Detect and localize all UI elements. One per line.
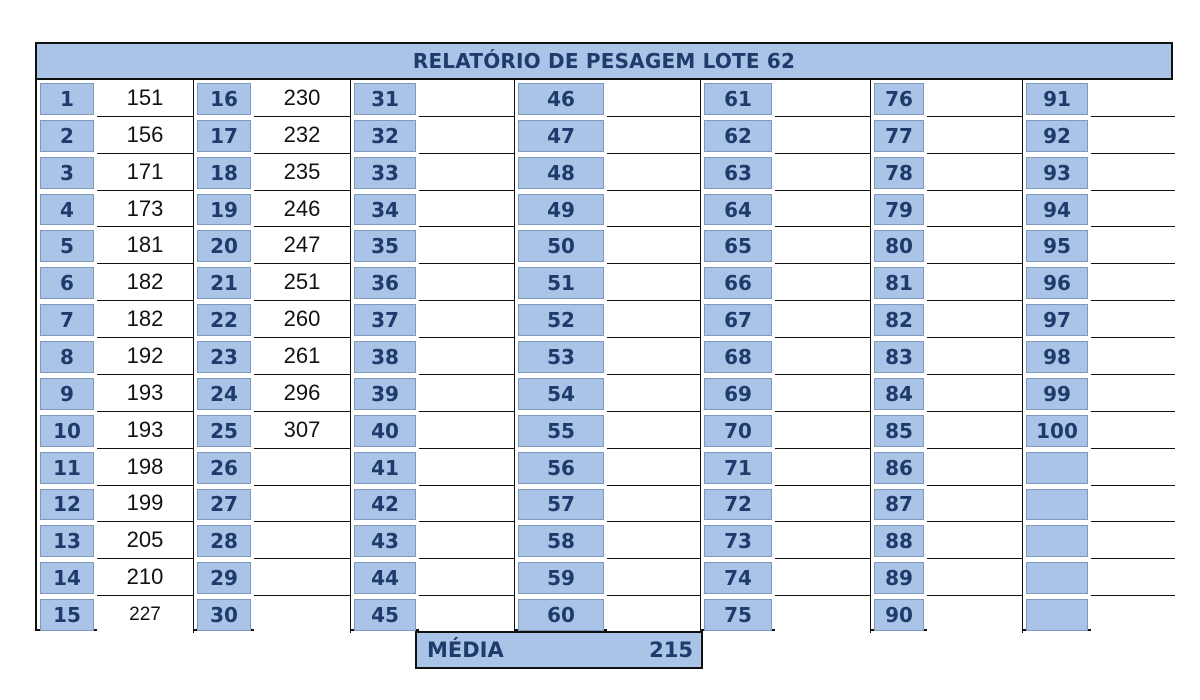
- weight-value-cell: [775, 412, 871, 449]
- weight-value-cell: 296: [254, 375, 351, 412]
- weight-value-cell: [775, 522, 871, 559]
- weight-value-cell: [1091, 486, 1175, 523]
- weight-value-cell: [1091, 338, 1175, 375]
- weight-value-cell: 260: [254, 301, 351, 338]
- row-number-cell: 42: [354, 489, 416, 521]
- row-number-cell: 34: [354, 194, 416, 226]
- row-number-cell: 59: [518, 562, 604, 594]
- row-number-cell: 28: [197, 525, 251, 557]
- weight-value-cell: [607, 301, 701, 338]
- row-number-cell: 21: [197, 267, 251, 299]
- weight-value-cell: [927, 301, 1023, 338]
- weight-value-cell: 307: [254, 412, 351, 449]
- weight-value-cell: [927, 338, 1023, 375]
- weight-value-cell: [1091, 375, 1175, 412]
- row-number-cell: 57: [518, 489, 604, 521]
- weight-value-cell: [1091, 449, 1175, 486]
- row-number-cell: 56: [518, 452, 604, 484]
- weight-value-cell: [927, 117, 1023, 154]
- row-number-cell: 75: [704, 599, 772, 631]
- weight-value-cell: [775, 596, 871, 633]
- weight-value-cell: [927, 191, 1023, 228]
- weight-value-cell: 198: [97, 449, 194, 486]
- weight-value-cell: [927, 264, 1023, 301]
- weight-value-cell: 246: [254, 191, 351, 228]
- weight-value-cell: [254, 449, 351, 486]
- weight-value-cell: 173: [97, 191, 194, 228]
- weight-value-cell: [607, 80, 701, 117]
- row-number-cell: 23: [197, 341, 251, 373]
- row-number-cell: 74: [704, 562, 772, 594]
- row-number-cell: 92: [1026, 120, 1088, 152]
- weight-value-cell: [1091, 522, 1175, 559]
- row-number-cell: 9: [40, 378, 94, 410]
- weight-value-cell: 193: [97, 375, 194, 412]
- weight-value-cell: [607, 375, 701, 412]
- row-number-cell: 77: [874, 120, 924, 152]
- row-number-cell: 50: [518, 230, 604, 262]
- row-number-cell: 49: [518, 194, 604, 226]
- average-value: 215: [649, 638, 693, 662]
- weight-value-cell: 182: [97, 264, 194, 301]
- weight-value-cell: [927, 486, 1023, 523]
- weight-value-cell: [607, 522, 701, 559]
- row-number-cell: 99: [1026, 378, 1088, 410]
- weight-value-cell: [419, 559, 515, 596]
- row-number-cell: 93: [1026, 157, 1088, 189]
- row-number-cell: 15: [40, 599, 94, 631]
- weight-value-cell: [607, 596, 701, 633]
- weight-value-cell: 199: [97, 486, 194, 523]
- weight-value-cell: [254, 486, 351, 523]
- row-number-cell: 38: [354, 341, 416, 373]
- weight-value-cell: [775, 117, 871, 154]
- row-number-cell: 20: [197, 230, 251, 262]
- row-number-cell: 58: [518, 525, 604, 557]
- row-number-cell: 31: [354, 83, 416, 115]
- weight-value-cell: [775, 227, 871, 264]
- row-number-cell: 33: [354, 157, 416, 189]
- weight-value-cell: [419, 375, 515, 412]
- row-number-cell: 8: [40, 341, 94, 373]
- weight-value-cell: [419, 596, 515, 633]
- row-number-cell: 94: [1026, 194, 1088, 226]
- weight-value-cell: [607, 412, 701, 449]
- weight-value-cell: 247: [254, 227, 351, 264]
- weight-value-cell: [607, 264, 701, 301]
- row-number-cell: 54: [518, 378, 604, 410]
- row-number-cell: 18: [197, 157, 251, 189]
- row-number-cell: 53: [518, 341, 604, 373]
- average-label: MÉDIA: [427, 638, 504, 662]
- row-number-cell: 22: [197, 304, 251, 336]
- row-number-cell: 90: [874, 599, 924, 631]
- row-number-cell: 71: [704, 452, 772, 484]
- row-number-cell: 2: [40, 120, 94, 152]
- row-number-cell: 7: [40, 304, 94, 336]
- row-number-cell: 85: [874, 415, 924, 447]
- weight-value-cell: 235: [254, 154, 351, 191]
- weight-value-cell: [775, 301, 871, 338]
- row-number-cell: 69: [704, 378, 772, 410]
- weight-value-cell: [419, 264, 515, 301]
- row-number-cell: 79: [874, 194, 924, 226]
- weight-value-cell: 181: [97, 227, 194, 264]
- row-number-cell: [1026, 525, 1088, 557]
- weight-value-cell: [1091, 191, 1175, 228]
- row-number-cell: 46: [518, 83, 604, 115]
- weight-value-cell: [1091, 80, 1175, 117]
- row-number-cell: 26: [197, 452, 251, 484]
- row-number-cell: 86: [874, 452, 924, 484]
- weight-value-cell: [775, 154, 871, 191]
- row-number-cell: 4: [40, 194, 94, 226]
- row-number-cell: 82: [874, 304, 924, 336]
- weight-value-cell: [607, 117, 701, 154]
- row-number-cell: 61: [704, 83, 772, 115]
- row-number-cell: 45: [354, 599, 416, 631]
- row-number-cell: 29: [197, 562, 251, 594]
- row-number-cell: 97: [1026, 304, 1088, 336]
- row-number-cell: 32: [354, 120, 416, 152]
- row-number-cell: 24: [197, 378, 251, 410]
- row-number-cell: 10: [40, 415, 94, 447]
- row-number-cell: 64: [704, 194, 772, 226]
- weight-value-cell: [1091, 412, 1175, 449]
- weight-value-cell: [419, 227, 515, 264]
- row-number-cell: 95: [1026, 230, 1088, 262]
- weight-value-cell: [775, 264, 871, 301]
- row-number-cell: 19: [197, 194, 251, 226]
- weight-value-cell: [419, 486, 515, 523]
- weight-value-cell: 156: [97, 117, 194, 154]
- weight-value-cell: 251: [254, 264, 351, 301]
- weight-value-cell: [419, 449, 515, 486]
- weight-value-cell: [927, 80, 1023, 117]
- weight-value-cell: [419, 191, 515, 228]
- weight-value-cell: [1091, 264, 1175, 301]
- row-number-cell: 36: [354, 267, 416, 299]
- row-number-cell: 37: [354, 304, 416, 336]
- weight-value-cell: [775, 449, 871, 486]
- report-title-bar: [37, 44, 1171, 80]
- row-number-cell: 3: [40, 157, 94, 189]
- row-number-cell: 43: [354, 525, 416, 557]
- row-number-cell: 47: [518, 120, 604, 152]
- weight-value-cell: [607, 338, 701, 375]
- weight-value-cell: [775, 80, 871, 117]
- row-number-cell: 81: [874, 267, 924, 299]
- row-number-cell: 70: [704, 415, 772, 447]
- weight-value-cell: [927, 227, 1023, 264]
- weight-value-cell: [607, 154, 701, 191]
- row-number-cell: 98: [1026, 341, 1088, 373]
- weight-value-cell: 182: [97, 301, 194, 338]
- weights-grid: [37, 80, 1171, 629]
- row-number-cell: 27: [197, 489, 251, 521]
- row-number-cell: 16: [197, 83, 251, 115]
- average-box: [415, 631, 703, 669]
- row-number-cell: 66: [704, 267, 772, 299]
- row-number-cell: 48: [518, 157, 604, 189]
- row-number-cell: 83: [874, 341, 924, 373]
- row-number-cell: 35: [354, 230, 416, 262]
- weight-value-cell: [607, 559, 701, 596]
- weight-value-cell: [1091, 596, 1175, 633]
- row-number-cell: [1026, 489, 1088, 521]
- row-number-cell: 25: [197, 415, 251, 447]
- row-number-cell: 68: [704, 341, 772, 373]
- row-number-cell: 60: [518, 599, 604, 631]
- row-number-cell: 52: [518, 304, 604, 336]
- row-number-cell: 88: [874, 525, 924, 557]
- weight-value-cell: [927, 375, 1023, 412]
- weight-value-cell: [254, 596, 351, 633]
- weight-value-cell: [1091, 227, 1175, 264]
- weight-value-cell: [419, 154, 515, 191]
- weight-value-cell: [775, 559, 871, 596]
- row-number-cell: 13: [40, 525, 94, 557]
- weight-value-cell: 232: [254, 117, 351, 154]
- weight-value-cell: 230: [254, 80, 351, 117]
- weight-value-cell: [775, 486, 871, 523]
- weight-value-cell: [927, 154, 1023, 191]
- weight-value-cell: [1091, 301, 1175, 338]
- weight-value-cell: [419, 412, 515, 449]
- weight-value-cell: 193: [97, 412, 194, 449]
- weight-value-cell: 151: [97, 80, 194, 117]
- weight-value-cell: [419, 80, 515, 117]
- row-number-cell: 78: [874, 157, 924, 189]
- row-number-cell: 67: [704, 304, 772, 336]
- weight-value-cell: [775, 375, 871, 412]
- row-number-cell: 11: [40, 452, 94, 484]
- weight-value-cell: [419, 117, 515, 154]
- row-number-cell: 91: [1026, 83, 1088, 115]
- row-number-cell: 14: [40, 562, 94, 594]
- row-number-cell: 6: [40, 267, 94, 299]
- weight-value-cell: [419, 301, 515, 338]
- row-number-cell: 39: [354, 378, 416, 410]
- row-number-cell: 1: [40, 83, 94, 115]
- row-number-cell: 17: [197, 120, 251, 152]
- row-number-cell: 41: [354, 452, 416, 484]
- weight-value-cell: [1091, 117, 1175, 154]
- row-number-cell: 65: [704, 230, 772, 262]
- weight-value-cell: 210: [97, 559, 194, 596]
- weight-value-cell: [775, 191, 871, 228]
- row-number-cell: 44: [354, 562, 416, 594]
- report-title: RELATÓRIO DE PESAGEM LOTE 62: [412, 49, 796, 73]
- weight-value-cell: [607, 191, 701, 228]
- weight-value-cell: 227: [97, 596, 194, 633]
- row-number-cell: 89: [874, 562, 924, 594]
- weight-value-cell: [1091, 154, 1175, 191]
- weight-value-cell: [607, 227, 701, 264]
- row-number-cell: 80: [874, 230, 924, 262]
- row-number-cell: 40: [354, 415, 416, 447]
- weight-value-cell: [775, 338, 871, 375]
- row-number-cell: 72: [704, 489, 772, 521]
- weight-value-cell: [419, 522, 515, 559]
- row-number-cell: 12: [40, 489, 94, 521]
- row-number-cell: 100: [1026, 415, 1088, 447]
- weight-value-cell: 171: [97, 154, 194, 191]
- weighing-report-table: [35, 42, 1173, 631]
- weight-value-cell: [927, 522, 1023, 559]
- weight-value-cell: 261: [254, 338, 351, 375]
- row-number-cell: 63: [704, 157, 772, 189]
- weight-value-cell: [927, 596, 1023, 633]
- weight-value-cell: [1091, 559, 1175, 596]
- row-number-cell: 87: [874, 489, 924, 521]
- row-number-cell: 73: [704, 525, 772, 557]
- row-number-cell: 55: [518, 415, 604, 447]
- weight-value-cell: [254, 522, 351, 559]
- row-number-cell: [1026, 599, 1088, 631]
- weight-value-cell: [254, 559, 351, 596]
- row-number-cell: [1026, 562, 1088, 594]
- row-number-cell: 96: [1026, 267, 1088, 299]
- weight-value-cell: 205: [97, 522, 194, 559]
- weight-value-cell: [927, 449, 1023, 486]
- weight-value-cell: [607, 486, 701, 523]
- row-number-cell: 84: [874, 378, 924, 410]
- row-number-cell: 62: [704, 120, 772, 152]
- weight-value-cell: [927, 559, 1023, 596]
- row-number-cell: 51: [518, 267, 604, 299]
- row-number-cell: 76: [874, 83, 924, 115]
- row-number-cell: 30: [197, 599, 251, 631]
- row-number-cell: 5: [40, 230, 94, 262]
- weight-value-cell: [607, 449, 701, 486]
- weight-value-cell: 192: [97, 338, 194, 375]
- weight-value-cell: [419, 338, 515, 375]
- weight-value-cell: [927, 412, 1023, 449]
- row-number-cell: [1026, 452, 1088, 484]
